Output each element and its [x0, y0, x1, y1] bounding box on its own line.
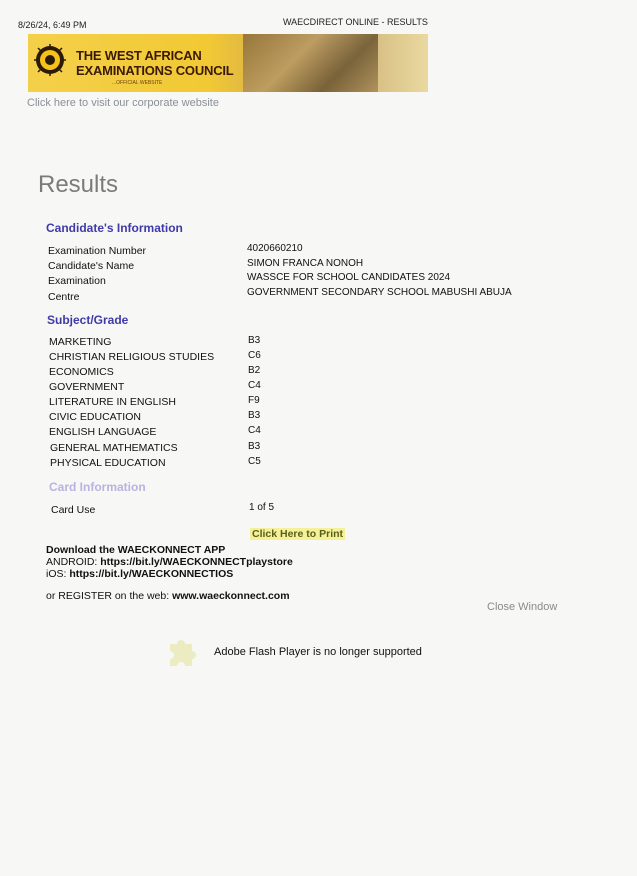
subject-name: ENGLISH LANGUAGE — [49, 426, 157, 438]
ios-link[interactable]: https://bit.ly/WAECKONNECTIOS — [69, 568, 234, 580]
subject-name: LITERATURE IN ENGLISH — [49, 396, 176, 408]
examination-label: Examination — [48, 275, 106, 287]
candidate-name-label: Candidate's Name — [48, 260, 135, 272]
ios-line — [46, 568, 233, 581]
corporate-website-link[interactable]: Click here to visit our corporate website — [27, 97, 219, 109]
subject-name: PHYSICAL EDUCATION — [50, 457, 166, 469]
subject-name: GOVERNMENT — [49, 381, 125, 393]
download-prefix: Download the — [46, 544, 118, 556]
subject-name: ECONOMICS — [49, 366, 114, 378]
register-prefix: or REGISTER on the web: — [46, 590, 173, 602]
subject-name: CIVIC EDUCATION — [49, 411, 141, 423]
exam-number-label: Examination Number — [48, 245, 147, 257]
register-link[interactable]: www.waeckonnect.com — [172, 590, 290, 602]
print-page-title: WAECDIRECT ONLINE - RESULTS — [283, 17, 428, 27]
org-tagline: ...OFFICIAL WEBSITE — [112, 80, 163, 86]
subject-grade: C4 — [248, 425, 261, 436]
card-use-value: 1 of 5 — [249, 502, 275, 513]
subject-grade: C5 — [248, 456, 261, 467]
waeckonnect-app-name: WAECKONNECT APP — [117, 544, 226, 556]
print-datetime: 8/26/24, 6:49 PM — [18, 20, 87, 30]
ios-label: iOS: — [46, 568, 70, 580]
subject-grade: B3 — [248, 441, 261, 452]
subject-grade: B3 — [248, 335, 261, 346]
waec-seal-icon — [34, 44, 66, 76]
subject-grade: B2 — [248, 365, 261, 376]
puzzle-piece-icon — [162, 632, 200, 670]
subject-grade: C4 — [248, 380, 261, 391]
subject-name: CHRISTIAN RELIGIOUS STUDIES — [49, 351, 215, 363]
subject-name: GENERAL MATHEMATICS — [50, 442, 178, 454]
print-button[interactable]: Click Here to Print — [252, 528, 344, 540]
android-link[interactable]: https://bit.ly/WAECKONNECTplaystore — [100, 556, 293, 568]
subject-grade: F9 — [248, 395, 260, 406]
android-label: ANDROID: — [46, 556, 101, 568]
register-line — [46, 590, 290, 603]
banner-photo — [243, 34, 378, 92]
close-window-link[interactable]: Close Window — [487, 601, 558, 613]
card-use-label: Card Use — [51, 504, 96, 516]
org-name — [76, 48, 234, 78]
subject-grade-heading: Subject/Grade — [47, 313, 129, 327]
subject-grade: B3 — [248, 410, 261, 421]
card-info-heading: Card Information — [49, 480, 146, 494]
page-title: Results — [38, 171, 119, 198]
org-name-line2: EXAMINATIONS COUNCIL — [76, 63, 234, 78]
candidate-info-heading: Candidate's Information — [46, 221, 183, 235]
flash-unsupported-message: Adobe Flash Player is no longer supported — [214, 646, 422, 658]
examination-value: WASSCE FOR SCHOOL CANDIDATES 2024 — [247, 272, 451, 283]
org-name-line1: THE WEST AFRICAN — [76, 48, 202, 63]
centre-label: Centre — [48, 291, 80, 303]
exam-number-value: 4020660210 — [247, 243, 303, 254]
subject-grade: C6 — [248, 350, 261, 361]
subject-name: MARKETING — [49, 336, 112, 348]
candidate-name-value: SIMON FRANCA NONOH — [247, 258, 364, 269]
waec-banner[interactable] — [28, 34, 428, 92]
centre-value: GOVERNMENT SECONDARY SCHOOL MABUSHI ABUJA — [247, 287, 512, 298]
